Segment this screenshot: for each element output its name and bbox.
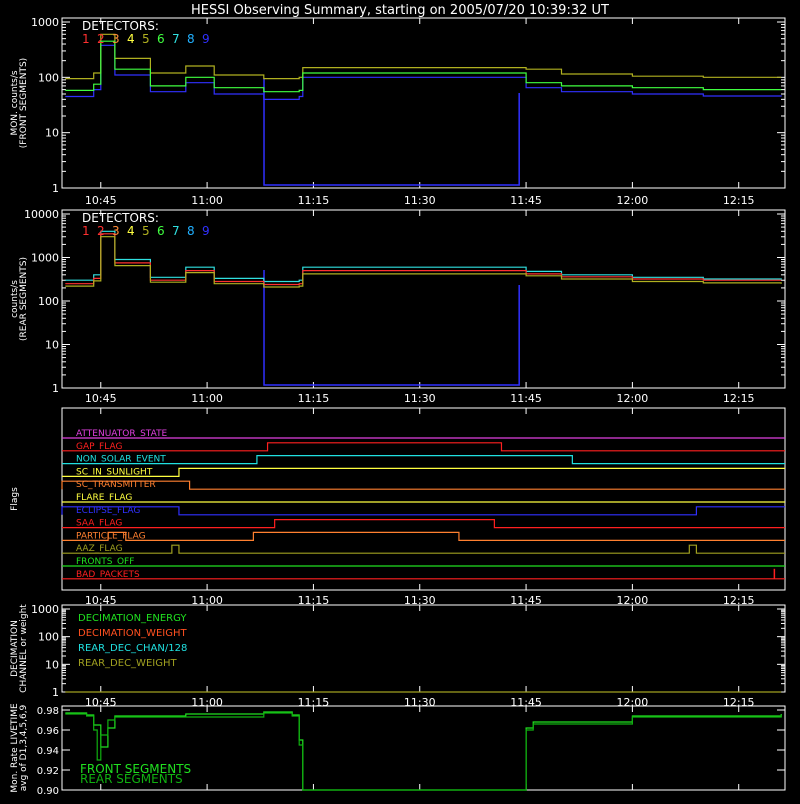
flag-line-9 [62,532,785,540]
rear-ylabel: counts/s [10,280,20,318]
decimation-legend: DECIMATION_WEIGHT [78,628,187,639]
livetime-legend: REAR SEGMENTS [80,772,183,786]
decimation-ytick-label: 100 [38,630,59,644]
front-legend-digit: 2 [97,32,105,46]
flag-line-2 [62,443,785,451]
decimation-legend: DECIMATION_ENERGY [78,613,187,624]
livetime-legend: FRONT SEGMENTS [80,762,192,776]
rear-ytick-label: 1 [52,382,59,395]
livetime-ytick-label: 0.96 [36,726,59,737]
flag-line-8 [62,520,785,528]
livetime-ytick-label: 0.92 [36,766,59,777]
livetime-ylabel: Mon. Rate LIVETIME [10,703,20,793]
rear-legend-digit: 9 [202,224,210,238]
front-legend-digit: 7 [172,32,180,46]
flag-label-10: AAZ_FLAG [76,544,123,555]
flag-label-9: PARTICLE_FLAG [76,531,146,542]
flag-label-8: SAA_FLAG [76,518,123,529]
front-legend-digit: 4 [127,32,135,46]
decimation-legend: REAR_DEC_WEIGHT [78,658,177,669]
flags-ylabel: Flags [10,487,20,511]
flag-label-4: SC_IN_SUNLIGHT [76,467,153,478]
flags-xtick-label: 11:00 [191,594,223,607]
decimation-xtick-label: 12:00 [616,696,649,709]
decimation-ylabel: CHANNEL or weight [19,604,29,693]
front-xtick-label: 11:30 [403,194,436,207]
decimation-xtick-label: 11:30 [403,696,436,709]
front-xtick-label: 11:45 [510,194,542,207]
flag-label-12: BAD_PACKETS [76,569,140,580]
flags-xtick-label: 10:45 [84,594,117,607]
front-legend-digit: 6 [157,32,165,46]
flags-xtick-label: 12:15 [722,594,755,607]
decimation-xtick-label: 12:15 [722,696,755,709]
rear-legend-digit: 5 [142,224,150,238]
front-xtick-label: 10:45 [84,194,117,207]
rear-legend-digit: 7 [172,224,180,238]
flags-frame [62,408,785,590]
rear-legend-digit: 3 [112,224,120,238]
flag-label-5: SC_TRANSMITTER [76,480,156,491]
decimation-xtick-label: 11:45 [510,696,542,709]
front-ylabel: MON. counts/s [10,70,20,136]
livetime-ytick-label: 0.98 [36,706,59,717]
front-xtick-label: 11:00 [191,194,223,207]
front-frame [62,18,785,188]
flag-line-5 [62,481,785,489]
front-legend-digit: 1 [82,32,90,46]
flag-line-7 [62,507,785,515]
decimation-ytick-label: 1 [52,686,59,699]
flag-label-11: FRONTS_OFF [76,557,135,567]
rear-ytick-label: 100 [38,295,59,308]
rear-xtick-label: 12:00 [616,392,649,405]
rear-legend-title: DETECTORS: [82,211,159,225]
livetime-ytick-label: 0.90 [36,786,59,797]
front-ytick-label: 1 [52,182,59,195]
flag-line-10 [62,545,785,553]
rear-xtick-label: 11:45 [510,392,542,405]
flag-line-3 [62,456,785,464]
rear-xtick-label: 11:15 [297,392,330,405]
flag-line-4 [62,468,785,476]
front-legend-digit: 3 [112,32,120,46]
rear-legend-digit: 8 [187,224,195,238]
livetime-ytick-label: 0.94 [36,746,59,757]
rear-gap-trace [264,270,519,385]
rear-ylabel: (REAR SEGMENTS) [19,256,29,342]
flag-label-7: ECLIPSE_FLAG [76,505,141,516]
front-legend-digit: 5 [142,32,150,46]
front-ylabel: (FRONT SEGMENTS) [19,57,29,149]
decimation-ytick-label: 10 [45,658,59,672]
front-xtick-label: 11:15 [297,194,330,207]
rear-xtick-label: 11:00 [191,392,223,405]
flags-xtick-label: 12:00 [616,594,649,607]
decimation-legend: REAR_DEC_CHAN/128 [78,643,188,654]
decimation-ytick-label: 1000 [31,603,59,616]
rear-ytick-label: 10000 [24,208,59,221]
rear-ytick-label: 10 [45,338,59,352]
rear-ytick-label: 1000 [31,251,59,265]
plot-title: HESSI Observing Summary, starting on 2005/07/20 10:39:32 UT [191,3,609,18]
front-ytick-label: 100 [38,71,59,85]
flag-label-1: ATTENUATOR_STATE [76,429,168,439]
decimation-ylabel: DECIMATION [10,620,20,677]
flag-label-2: GAP_FLAG [76,441,123,452]
decimation-xtick-label: 11:15 [297,696,330,709]
flags-xtick-label: 11:30 [403,594,436,607]
rear-xtick-label: 12:15 [722,392,755,405]
front-ytick-label: 10 [45,126,59,140]
front-legend-digit: 9 [202,32,210,46]
front-series-3 [65,41,781,91]
decimation-xtick-label: 11:00 [191,696,223,709]
flag-label-3: NON_SOLAR_EVENT [76,454,166,465]
front-legend-digit: 8 [187,32,195,46]
rear-legend-digit: 6 [157,224,165,238]
front-legend-title: DETECTORS: [82,19,159,33]
rear-legend-digit: 1 [82,224,90,238]
rear-xtick-label: 11:30 [403,392,436,405]
front-xtick-label: 12:15 [722,194,755,207]
rear-legend-digit: 2 [97,224,105,238]
rear-xtick-label: 10:45 [84,392,117,405]
front-series-1 [65,45,781,99]
flags-xtick-label: 11:15 [297,594,330,607]
flag-label-6: FLARE_FLAG [76,493,133,503]
decimation-xtick-label: 10:45 [84,696,117,709]
front-xtick-label: 12:00 [616,194,649,207]
flags-xtick-label: 11:45 [510,594,542,607]
rear-frame [62,210,785,388]
rear-legend-digit: 4 [127,224,135,238]
livetime-ylabel: avg of D1,3,4,5,6,9 [19,704,29,792]
front-ytick-label: 1000 [31,16,59,29]
